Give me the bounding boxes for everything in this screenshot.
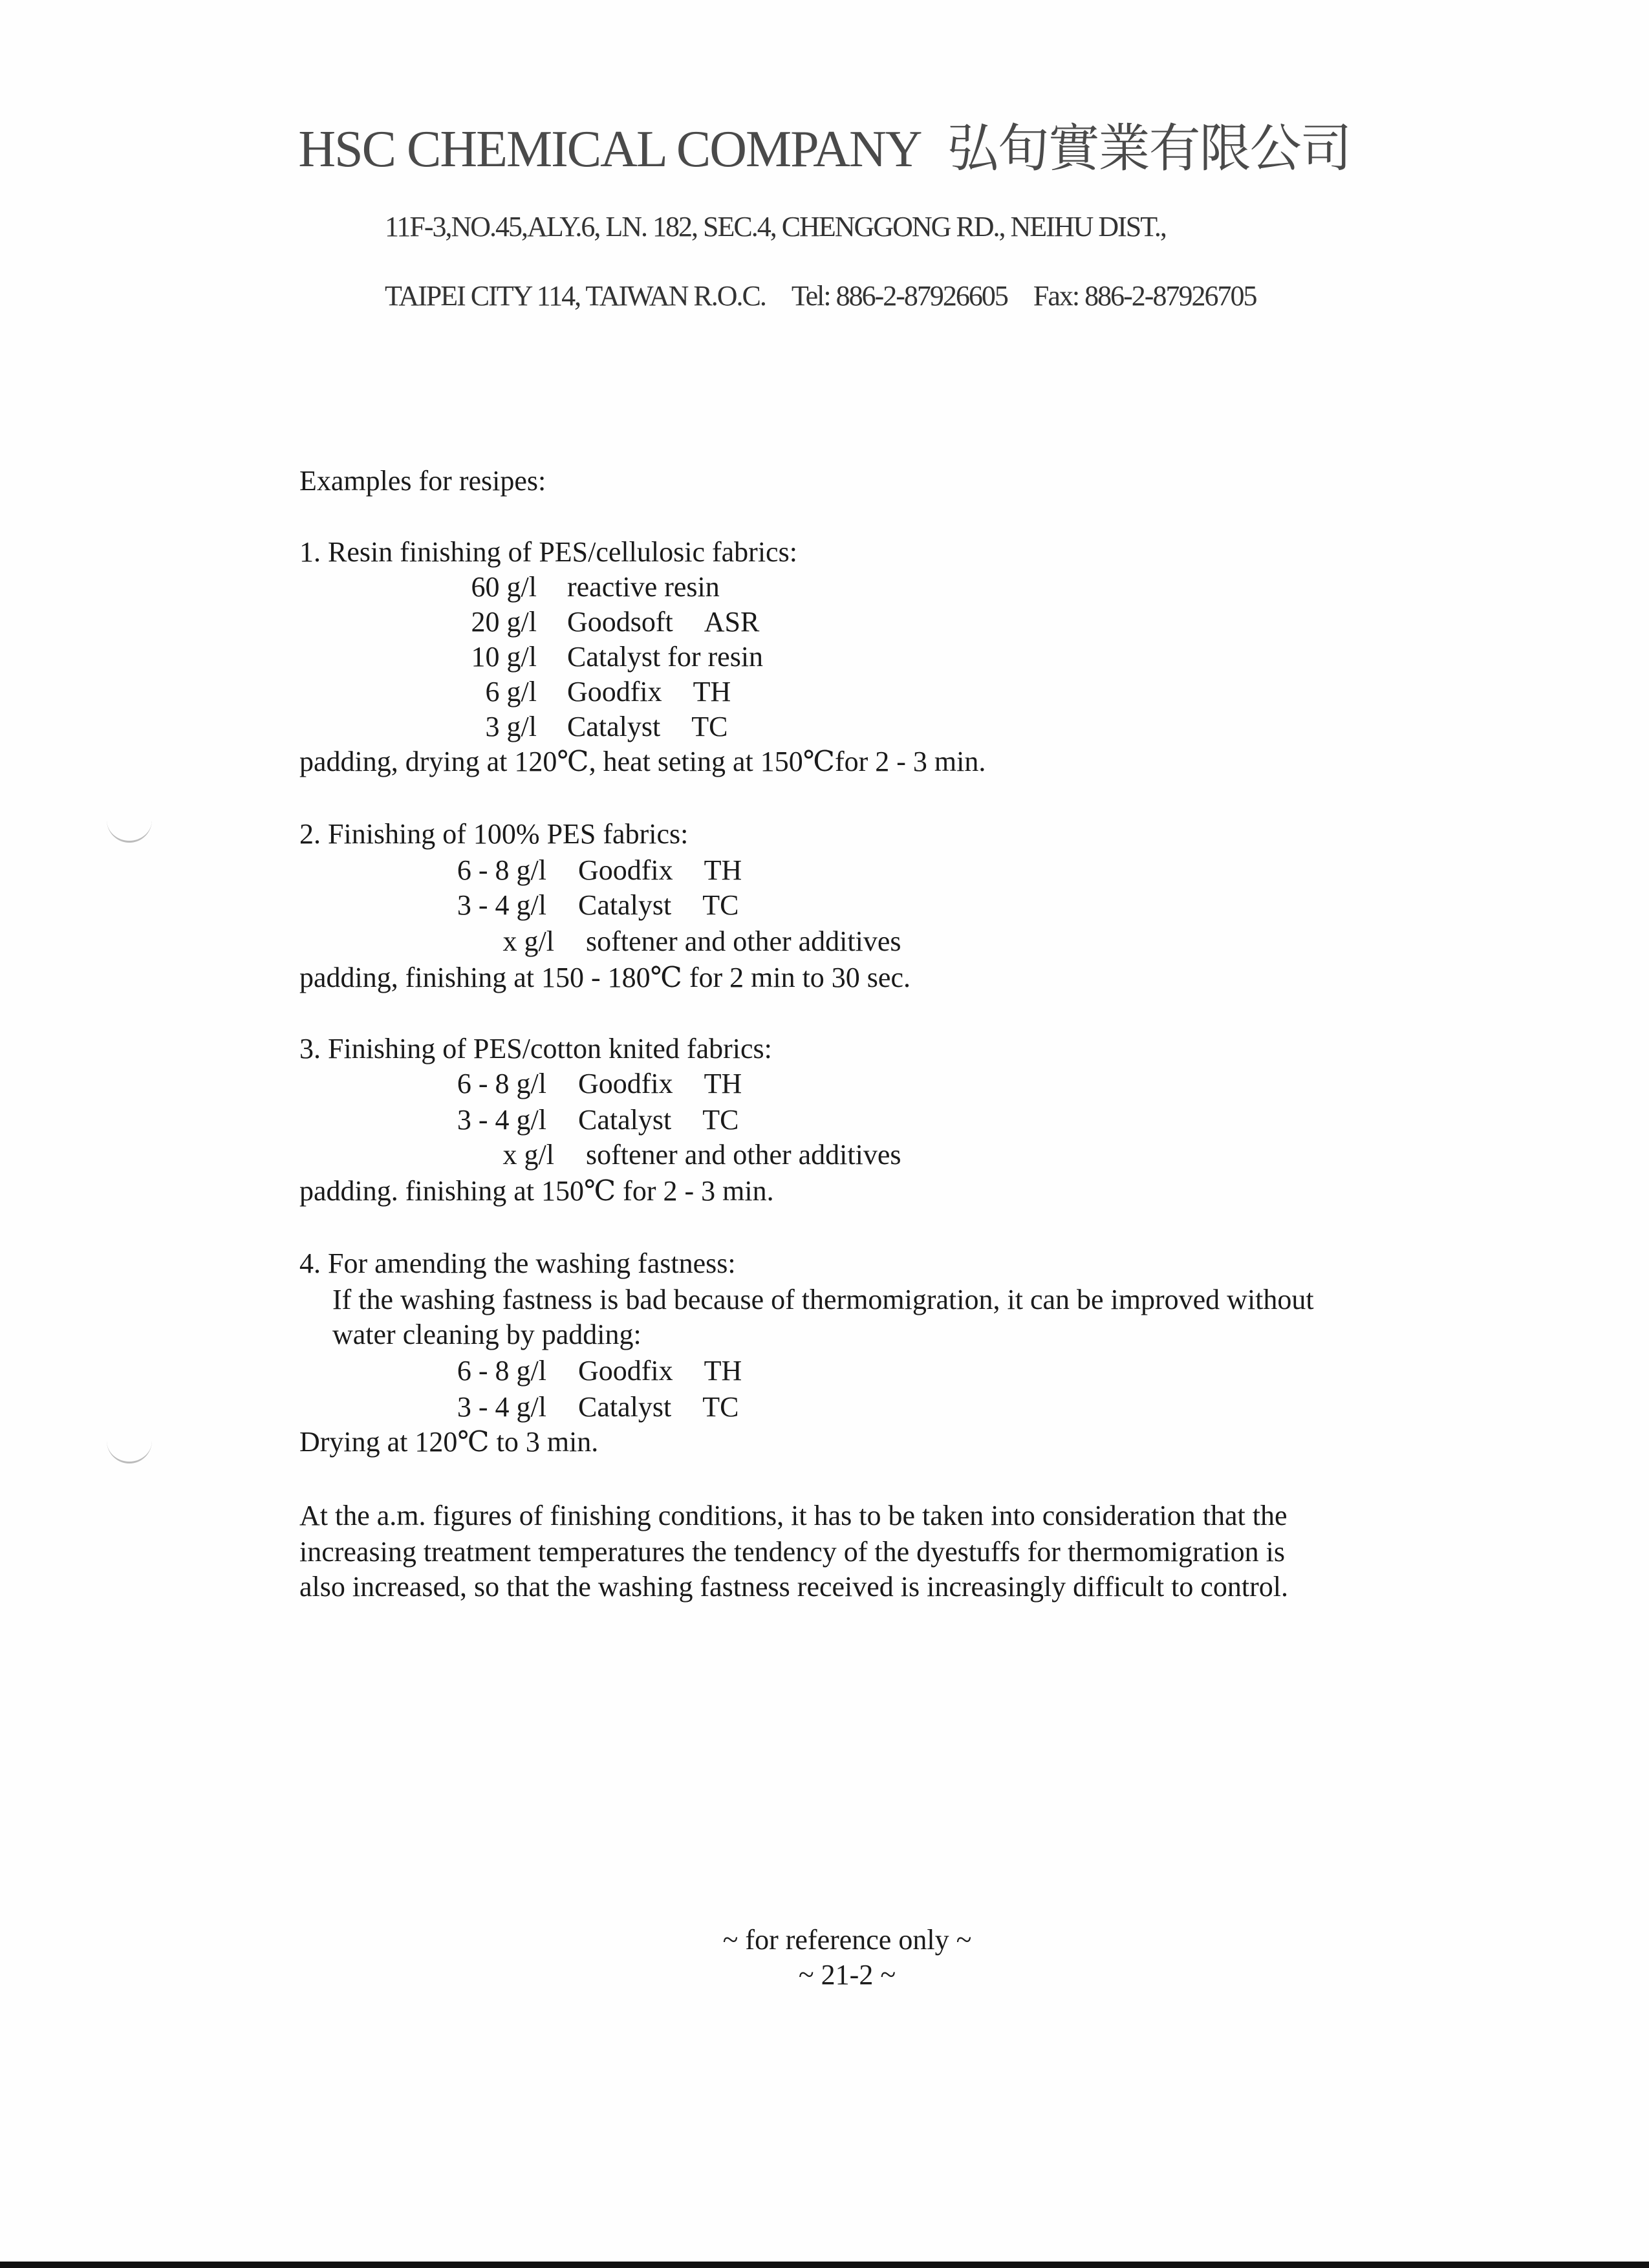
closing-paragraph-line: At the a.m. figures of finishing conditions, it has to be taken into consideration that the (299, 1500, 1288, 1531)
recipe-3-qty: 3 - 4 g/l (457, 1104, 546, 1136)
recipe-4-product: Catalyst TC (578, 1391, 739, 1423)
recipe-4-description: If the washing fastness is bad because of thermomigration, it can be improved without (332, 1284, 1314, 1315)
address-line-1: 11F-3,NO.45,ALY.6, LN. 182, SEC.4, CHENGGONG RD., NEIHU DIST., (385, 211, 1166, 243)
recipe-2-qty: x g/l (502, 925, 554, 957)
recipe-4-qty: 3 - 4 g/l (457, 1391, 546, 1423)
recipe-1-product: Catalyst for resin (567, 641, 764, 673)
recipe-3-product: Goodfix TH (578, 1068, 742, 1099)
company-name-en: HSC CHEMICAL COMPANY (298, 121, 921, 178)
recipe-1-product: Goodsoft ASR (567, 606, 760, 638)
punch-hole-mark (107, 1436, 152, 1463)
recipe-2-product: Catalyst TC (578, 889, 739, 921)
recipe-1-title: 1. Resin finishing of PES/cellulosic fabrics: (299, 536, 797, 568)
recipe-4-note: Drying at 120℃ to 3 min. (299, 1426, 599, 1458)
recipe-1-product: reactive resin (567, 571, 720, 603)
recipe-4-description: water cleaning by padding: (332, 1319, 641, 1350)
recipe-1-qty: 10 g/l (471, 641, 537, 673)
fax: Fax: 886-2-87926705 (1033, 280, 1256, 312)
recipe-4-title: 4. For amending the washing fastness: (299, 1247, 736, 1279)
scan-edge-bar (0, 2262, 1649, 2268)
company-name (0, 107, 1649, 181)
recipe-3-product: softener and other additives (586, 1139, 901, 1171)
recipe-1-note: padding, drying at 120℃, heat seting at 150℃for 2 - 3 min. (299, 746, 986, 777)
recipe-1-qty: 3 g/l (485, 711, 537, 742)
telephone: Tel: 886-2-87926605 (791, 280, 1008, 312)
recipe-2-product: Goodfix TH (578, 854, 742, 886)
company-name-zh: 弘旬實業有限公司 (947, 118, 1351, 178)
recipe-1-qty: 20 g/l (471, 606, 537, 638)
closing-paragraph-line: increasing treatment temperatures the tendency of the dyestuffs for thermomigration is (299, 1536, 1286, 1568)
recipe-2-note: padding, finishing at 150 - 180℃ for 2 min to 30 sec. (299, 962, 911, 993)
recipe-1-product: Catalyst TC (567, 711, 728, 742)
footer-disclaimer: ~ for reference only ~ (722, 1924, 972, 1956)
punch-hole-mark (107, 815, 152, 843)
recipe-1-qty: 60 g/l (471, 571, 537, 603)
address-city: TAIPEI CITY 114, TAIWAN R.O.C. (385, 280, 766, 312)
address-line-2 (385, 279, 1256, 312)
recipe-3-title: 3. Finishing of PES/cotton knited fabrics: (299, 1033, 772, 1064)
recipe-1-qty: 6 g/l (485, 676, 537, 707)
recipe-3-product: Catalyst TC (578, 1104, 739, 1136)
recipe-2-title: 2. Finishing of 100% PES fabrics: (299, 818, 689, 850)
intro-heading: Examples for resipes: (299, 465, 546, 497)
recipe-4-qty: 6 - 8 g/l (457, 1355, 546, 1387)
recipe-1-product: Goodfix TH (567, 676, 731, 707)
recipe-4-product: Goodfix TH (578, 1355, 742, 1387)
recipe-2-product: softener and other additives (586, 925, 901, 957)
recipe-3-qty: x g/l (502, 1139, 554, 1171)
page-number: ~ 21-2 ~ (798, 1959, 896, 1991)
recipe-3-note: padding. finishing at 150℃ for 2 - 3 min. (299, 1175, 774, 1207)
closing-paragraph-line: also increased, so that the washing fastness received is increasingly difficult to control. (299, 1571, 1288, 1603)
recipe-3-qty: 6 - 8 g/l (457, 1068, 546, 1099)
recipe-2-qty: 3 - 4 g/l (457, 889, 546, 921)
recipe-2-qty: 6 - 8 g/l (457, 854, 546, 886)
